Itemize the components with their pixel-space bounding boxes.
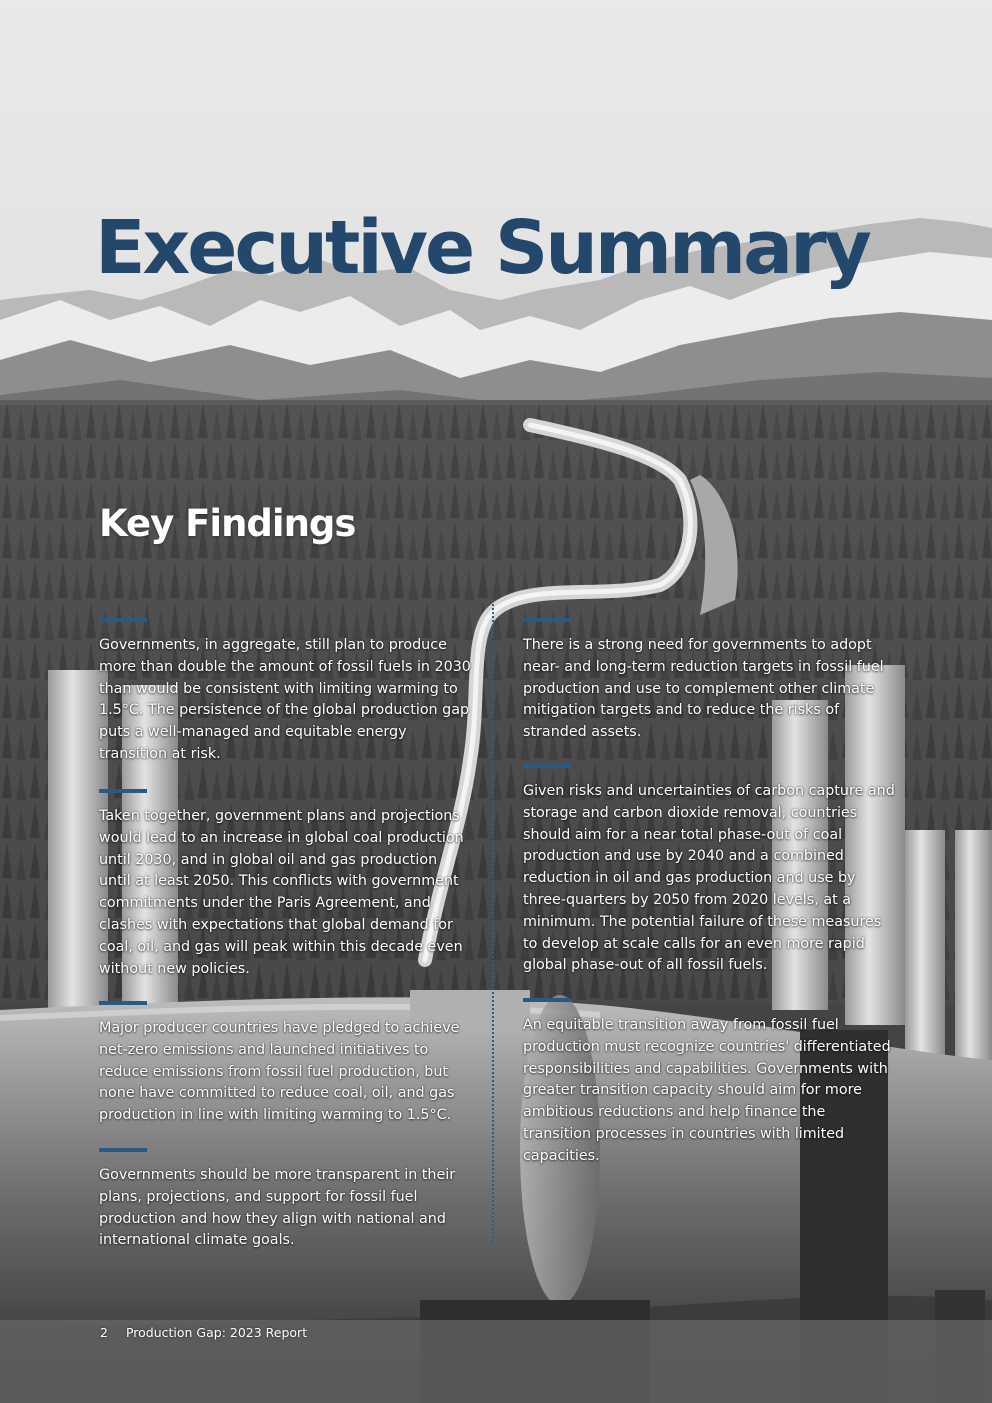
finding-right-2 (523, 764, 895, 977)
accent-bar (99, 618, 147, 622)
page-number: 2 (100, 1325, 108, 1340)
finding-text: Given risks and uncertainties of carbon capture and storage and carbon dioxide removal, countries should aim for a near total phase-out of coal production and use by 2040 and a combined reduction in oil and gas production and use by three-quarters by 2050 from 2020 levels, at a minimum. The potential failure of these measures to develop at scale calls for an even more rapid global phase-out of all fossil fuels. (523, 783, 895, 974)
accent-bar (523, 764, 571, 768)
finding-left-3 (99, 1001, 471, 1127)
accent-bar (523, 998, 571, 1002)
finding-text: There is a strong need for governments to adopt near- and long-term reduction targets in fossil fuel production and use to complement other climate mitigation targets and to reduce the risks of stranded assets. (523, 637, 884, 741)
page-footer (100, 1325, 307, 1340)
finding-left-4 (99, 1148, 471, 1252)
finding-right-1 (523, 618, 895, 744)
finding-right-3 (523, 998, 895, 1168)
report-name: Production Gap: 2023 Report (125, 1325, 308, 1340)
finding-text: Major producer countries have pledged to achieve net-zero emissions and launched initiatives to reduce emissions from fossil fuel production, but none have committed to reduce coal, oil, and gas production in line with limiting warming to 1.5°C. (99, 1020, 460, 1124)
finding-left-2 (99, 789, 471, 980)
accent-bar (99, 1001, 147, 1005)
finding-text: Taken together, government plans and projections would lead to an increase in global coal production until 2030, and in global oil and gas production until at least 2050. This conflicts with government commitments under the Paris Agreement, and clashes with expectations that global demand for coal, oil, and gas will peak within this decade even without new policies. (99, 808, 464, 977)
section-title: Key Findings (99, 502, 356, 545)
column-divider (492, 604, 494, 1242)
accent-bar (99, 789, 147, 793)
finding-text: Governments, in aggregate, still plan to produce more than double the amount of fossil fuels in 2030 than would be consistent with limiting warming to 1.5°C. The persistence of the global production gap puts a well-managed and equitable energy transition at risk. (99, 637, 471, 762)
accent-bar (523, 618, 571, 622)
finding-text: An equitable transition away from fossil fuel production must recognize countries' differentiated responsibilities and capabilities. Governments with greater transition capacity should aim for more ambitious reductions and help finance the transition processes in countries with limited capacities. (523, 1017, 891, 1164)
accent-bar (99, 1148, 147, 1152)
finding-left-1 (99, 618, 471, 766)
page-title: Executive Summary (95, 205, 869, 291)
finding-text: Governments should be more transparent in their plans, projections, and support for fossil fuel production and how they align with national and international climate goals. (99, 1167, 456, 1249)
